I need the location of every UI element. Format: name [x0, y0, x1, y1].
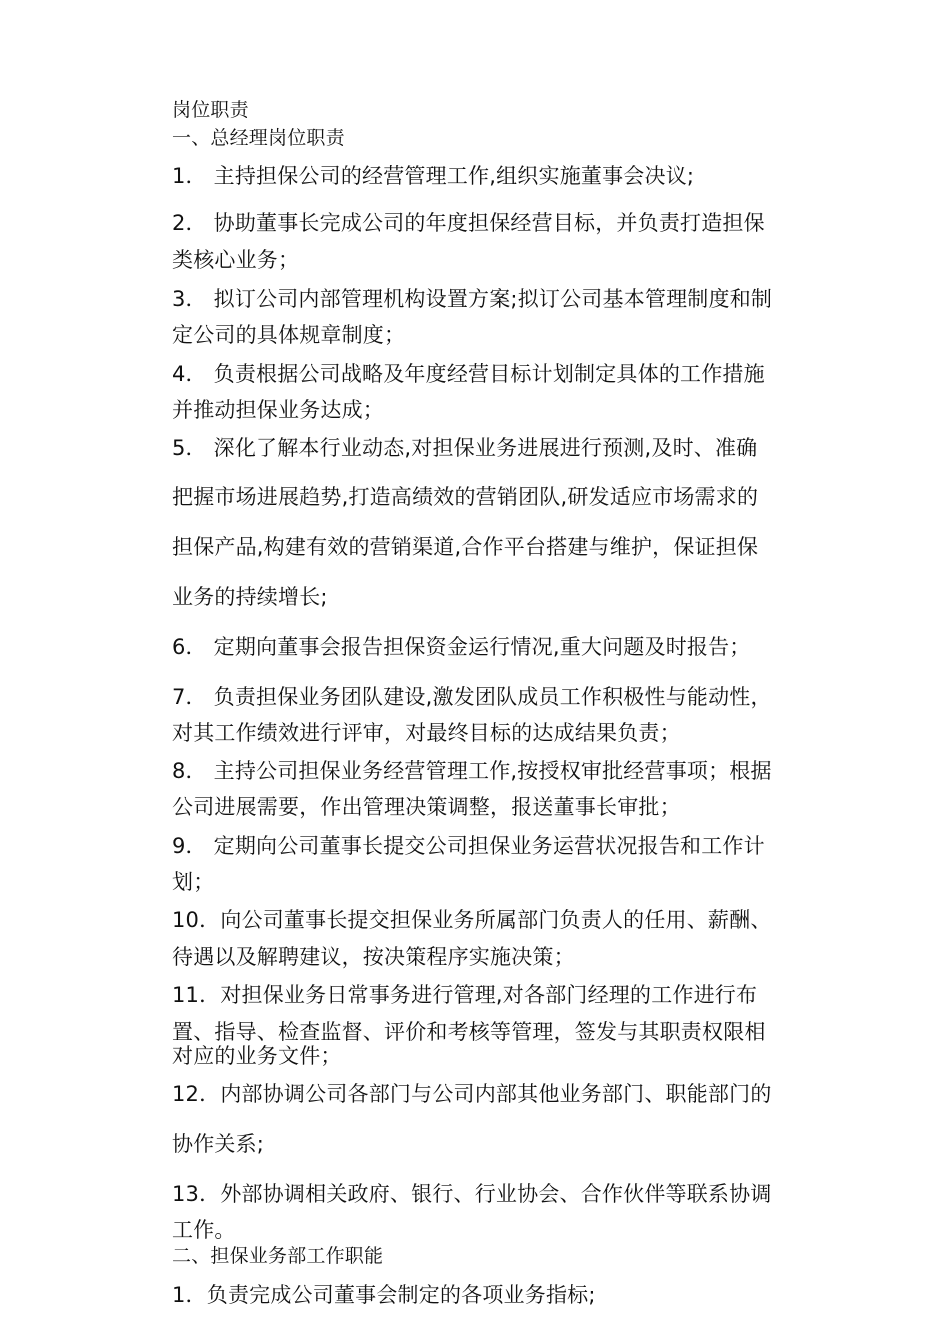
s1-item-2-line-1: 2． 协助董事长完成公司的年度担保经营目标，并负责打造担保: [172, 211, 765, 235]
section-2-heading: 二、担保业务部工作职能: [172, 1245, 384, 1267]
s1-item-11-line-2: 置、指导、检查监督、评价和考核等管理，签发与其职责权限相: [172, 1020, 766, 1044]
section-1-heading: 一、总经理岗位职责: [172, 127, 345, 149]
s1-item-2-line-2: 类核心业务；: [172, 248, 300, 272]
s1-item-11-line-3: 对应的业务文件；: [172, 1044, 342, 1068]
s1-item-3-line-2: 定公司的具体规章制度；: [172, 323, 406, 347]
s1-item-13-line-2: 工作。: [172, 1218, 236, 1242]
s1-item-5-line-3: 担保产品,构建有效的营销渠道,合作平台搭建与维护，保证担保: [172, 535, 759, 559]
s1-item-7-line-1: 7． 负责担保业务团队建设,激发团队成员工作积极性与能动性，: [172, 685, 772, 709]
s1-item-12-line-2: 协作关系;: [172, 1132, 265, 1156]
s1-item-7-line-2: 对其工作绩效进行评审，对最终目标的达成结果负责；: [172, 721, 681, 745]
s1-item-9-line-2: 划；: [172, 870, 215, 894]
s1-item-8-line-2: 公司进展需要，作出管理决策调整，报送董事长审批；: [172, 795, 681, 819]
s1-item-10-line-2: 待遇以及解聘建议，按决策程序实施决策；: [172, 945, 575, 969]
s1-item-3-line-1: 3． 拟订公司内部管理机构设置方案;拟订公司基本管理制度和制: [172, 287, 773, 311]
s1-item-5-line-1: 5． 深化了解本行业动态,对担保业务进展进行预测,及时、准确: [172, 436, 758, 460]
s2-item-1-line-1: 1．负责完成公司董事会制定的各项业务指标;: [172, 1283, 596, 1307]
s1-item-4-line-1: 4． 负责根据公司战略及年度经营目标计划制定具体的工作措施: [172, 362, 765, 386]
s1-item-13-line-1: 13．外部协调相关政府、银行、行业协会、合作伙伴等联系协调: [172, 1182, 772, 1206]
s1-item-6-line-1: 6． 定期向董事会报告担保资金运行情况,重大问题及时报告；: [172, 635, 751, 659]
s1-item-5-line-2: 把握市场进展趋势,打造高绩效的营销团队,研发适应市场需求的: [172, 485, 759, 509]
s1-item-9-line-1: 9． 定期向公司董事长提交公司担保业务运营状况报告和工作计: [172, 834, 765, 858]
s1-item-11-line-1: 11．对担保业务日常事务进行管理,对各部门经理的工作进行布: [172, 983, 758, 1007]
s1-item-1-line-1: 1． 主持担保公司的经营管理工作,组织实施董事会决议;: [172, 164, 695, 188]
s1-item-10-line-1: 10．向公司董事长提交担保业务所属部门负责人的任用、薪酬、: [172, 908, 772, 932]
s1-item-8-line-1: 8． 主持公司担保业务经营管理工作,按授权审批经营事项；根据: [172, 759, 772, 783]
s1-item-5-line-4: 业务的持续增长;: [172, 585, 328, 609]
document-title: 岗位职责: [172, 99, 249, 121]
s1-item-4-line-2: 并推动担保业务达成；: [172, 398, 384, 422]
s1-item-12-line-1: 12．内部协调公司各部门与公司内部其他业务部门、职能部门的: [172, 1082, 772, 1106]
